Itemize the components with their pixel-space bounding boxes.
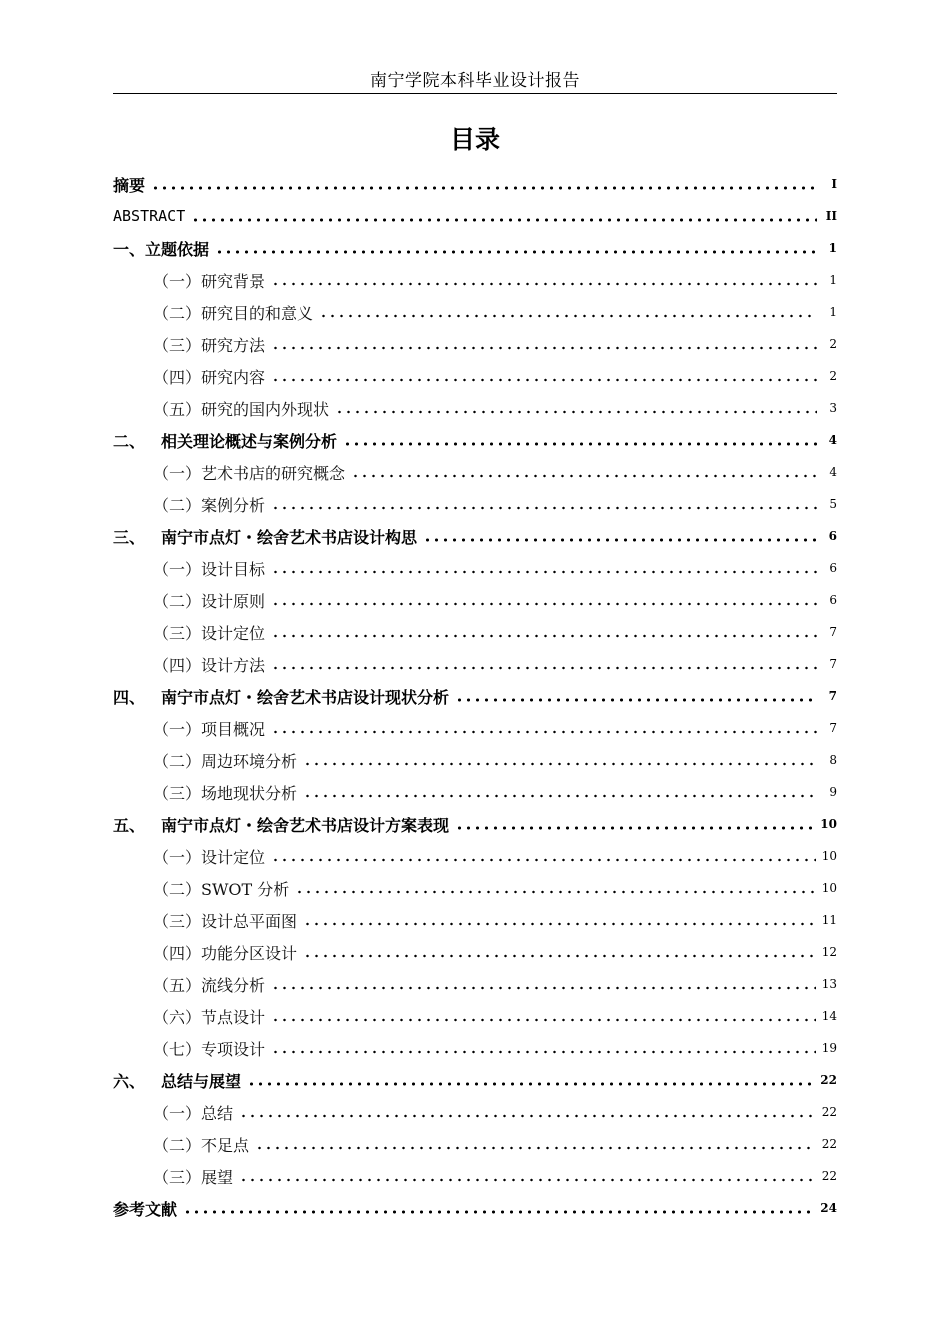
toc-entry-label — [153, 1005, 267, 1028]
toc-entry-text: （二）研究目的和意义 — [153, 303, 314, 323]
toc-entry-text: （三）设计定位 — [153, 623, 266, 643]
toc-entry-page-number: 1 — [829, 273, 837, 287]
toc-entry-number: 二、 — [113, 431, 146, 451]
toc-entry-text: （六）节点设计 — [153, 1007, 266, 1027]
dot-leader — [271, 663, 817, 673]
dot-leader — [271, 599, 817, 609]
dot-leader — [151, 183, 817, 193]
toc-entry-text: （四）研究内容 — [153, 367, 266, 387]
dot-leader — [271, 983, 816, 993]
toc-entry-text: （二）SWOT 分析 — [153, 879, 290, 899]
dot-leader — [455, 695, 817, 705]
toc-entry-text: （一）项目概况 — [153, 719, 266, 739]
toc-entry-label — [113, 207, 187, 225]
dot-leader — [303, 919, 816, 929]
toc-entry-section[interactable] — [113, 328, 837, 360]
dot-leader — [303, 759, 817, 769]
toc-entry-section[interactable] — [113, 744, 837, 776]
toc-entry-label — [113, 1069, 243, 1092]
toc-entry-text: （五）流线分析 — [153, 975, 266, 995]
toc-entry-label — [153, 909, 299, 932]
toc-entry-page-number: 6 — [829, 593, 837, 607]
toc-entry-text: （七）专项设计 — [153, 1039, 266, 1059]
toc-entry-text: （三）设计总平面图 — [153, 911, 298, 931]
toc-entry-label — [153, 301, 315, 324]
toc-entry-page-number: 2 — [829, 337, 837, 351]
toc-entry-page-number: 2 — [829, 369, 837, 383]
dot-leader — [303, 791, 817, 801]
dot-leader — [215, 247, 817, 257]
toc-entry-page-number: 4 — [828, 433, 837, 447]
toc-entry-section[interactable] — [113, 712, 837, 744]
toc-entry-label — [153, 1165, 235, 1188]
toc-entry-page-number: 10 — [820, 817, 837, 831]
dot-leader — [319, 311, 817, 321]
toc-entry-page-number: 8 — [829, 753, 837, 767]
toc-entry-page-number: 10 — [821, 849, 837, 863]
dot-leader — [271, 503, 817, 513]
toc-entry-section[interactable] — [113, 840, 837, 872]
toc-entry-number: 五、 — [113, 815, 146, 835]
toc-entry-chapter[interactable] — [113, 520, 837, 552]
toc-entry-label — [153, 781, 299, 804]
toc-entry-page-number: 6 — [829, 561, 837, 575]
toc-entry-label — [153, 269, 267, 292]
toc-entry-text: （二）设计原则 — [153, 591, 266, 611]
toc-entry-section[interactable] — [113, 648, 837, 680]
dot-leader — [271, 343, 817, 353]
toc-entry-page-number: 22 — [821, 1169, 837, 1183]
toc-entry-section[interactable] — [113, 1096, 837, 1128]
toc-entry-text: 参考文献 — [113, 1199, 178, 1219]
toc-entry-section[interactable] — [113, 1000, 837, 1032]
toc-entry-page-number: 1 — [829, 305, 837, 319]
toc-entry-label — [153, 717, 267, 740]
toc-entry-chapter[interactable] — [113, 168, 837, 200]
toc-entry-section[interactable] — [113, 360, 837, 392]
table-of-contents — [113, 168, 837, 1224]
toc-entry-page-number: 7 — [828, 689, 837, 703]
toc-entry-label — [153, 653, 267, 676]
toc-entry-chapter[interactable] — [113, 1192, 837, 1224]
dot-leader — [423, 535, 817, 545]
toc-entry-page-number: 19 — [821, 1041, 837, 1055]
running-header: 南宁学院本科毕业设计报告 — [370, 71, 580, 91]
toc-entry-text: 摘要 — [113, 175, 146, 195]
toc-entry-chapter[interactable] — [113, 424, 837, 456]
dot-leader — [271, 1015, 816, 1025]
toc-entry-chapter[interactable] — [113, 680, 837, 712]
toc-entry-label — [153, 941, 299, 964]
dot-leader — [335, 407, 817, 417]
toc-entry-label — [153, 397, 331, 420]
dot-leader — [455, 823, 814, 833]
toc-entry-section[interactable] — [113, 456, 837, 488]
dot-leader — [343, 439, 817, 449]
dot-leader — [271, 855, 816, 865]
toc-entry-page-number: 24 — [820, 1201, 837, 1215]
toc-entry-number: 六、 — [113, 1071, 146, 1091]
toc-entry-label — [113, 1197, 179, 1220]
toc-entry-text: （三）研究方法 — [153, 335, 266, 355]
dot-leader — [239, 1175, 816, 1185]
toc-entry-chapter[interactable] — [113, 232, 837, 264]
toc-entry-label — [113, 429, 339, 452]
toc-entry-label — [153, 1133, 251, 1156]
dot-leader — [255, 1143, 816, 1153]
toc-entry-chapter[interactable] — [113, 200, 837, 232]
toc-entry-text: （二）案例分析 — [153, 495, 266, 515]
toc-entry-page-number: I — [831, 177, 837, 191]
toc-entry-label — [113, 813, 451, 836]
toc-entry-page-number: 6 — [828, 529, 837, 543]
toc-entry-text: 相关理论概述与案例分析 — [161, 431, 338, 451]
toc-entry-section[interactable] — [113, 872, 837, 904]
toc-entry-chapter[interactable] — [113, 808, 837, 840]
dot-leader — [271, 631, 817, 641]
toc-entry-label — [153, 973, 267, 996]
toc-entry-page-number: 22 — [821, 1137, 837, 1151]
toc-entry-section[interactable] — [113, 264, 837, 296]
toc-entry-label — [113, 237, 211, 260]
toc-entry-label — [153, 493, 267, 516]
toc-entry-page-number: 11 — [821, 913, 837, 927]
toc-entry-page-number: 22 — [821, 1105, 837, 1119]
toc-entry-section[interactable] — [113, 1160, 837, 1192]
dot-leader — [271, 279, 817, 289]
toc-entry-label — [153, 461, 347, 484]
toc-entry-section[interactable] — [113, 552, 837, 584]
toc-entry-page-number: 1 — [828, 241, 837, 255]
toc-entry-page-number: 3 — [829, 401, 837, 415]
toc-entry-chapter[interactable] — [113, 1064, 837, 1096]
toc-entry-text: （一）艺术书店的研究概念 — [153, 463, 346, 483]
toc-entry-label — [153, 557, 267, 580]
dot-leader — [183, 1207, 814, 1217]
toc-entry-text: ABSTRACT — [113, 207, 186, 225]
dot-leader — [271, 1047, 816, 1057]
toc-entry-section[interactable] — [113, 392, 837, 424]
toc-entry-page-number: 4 — [829, 465, 837, 479]
toc-entry-page-number: 14 — [821, 1009, 837, 1023]
toc-entry-text: （一）总结 — [153, 1103, 234, 1123]
toc-entry-label — [153, 333, 267, 356]
toc-entry-text: （三）场地现状分析 — [153, 783, 298, 803]
toc-entry-section[interactable] — [113, 776, 837, 808]
toc-entry-page-number: 13 — [821, 977, 837, 991]
toc-entry-label — [153, 621, 267, 644]
toc-entry-page-number: 7 — [829, 625, 837, 639]
toc-entry-section[interactable] — [113, 1128, 837, 1160]
toc-entry-page-number: 22 — [820, 1073, 837, 1087]
toc-entry-text: （三）展望 — [153, 1167, 234, 1187]
dot-leader — [303, 951, 816, 961]
toc-entry-section[interactable] — [113, 968, 837, 1000]
toc-entry-section[interactable] — [113, 1032, 837, 1064]
toc-entry-page-number: 12 — [821, 945, 837, 959]
toc-entry-label — [153, 1037, 267, 1060]
toc-entry-label — [153, 845, 267, 868]
toc-entry-label — [113, 173, 147, 196]
toc-entry-text: 总结与展望 — [161, 1071, 242, 1091]
toc-entry-number: 四、 — [113, 687, 146, 707]
toc-entry-label — [153, 1101, 235, 1124]
toc-entry-text: （一）设计定位 — [153, 847, 266, 867]
toc-entry-page-number: II — [825, 209, 837, 223]
toc-entry-section[interactable] — [113, 616, 837, 648]
toc-entry-section[interactable] — [113, 296, 837, 328]
dot-leader — [351, 471, 817, 481]
toc-entry-section[interactable] — [113, 936, 837, 968]
toc-entry-label — [113, 685, 451, 708]
dot-leader — [239, 1111, 816, 1121]
toc-entry-page-number: 9 — [829, 785, 837, 799]
toc-entry-text: （五）研究的国内外现状 — [153, 399, 330, 419]
toc-entry-section[interactable] — [113, 584, 837, 616]
toc-entry-label — [113, 525, 419, 548]
toc-entry-label — [153, 365, 267, 388]
toc-entry-label — [153, 589, 267, 612]
toc-entry-number: 三、 — [113, 527, 146, 547]
toc-title: 目录 — [449, 125, 500, 154]
toc-entry-text: 南宁市点灯・绘舍艺术书店设计构思 — [161, 527, 418, 547]
dot-leader — [191, 215, 817, 225]
toc-entry-text: （四）功能分区设计 — [153, 943, 298, 963]
toc-entry-text: 南宁市点灯・绘舍艺术书店设计现状分析 — [161, 687, 450, 707]
toc-entry-label — [153, 877, 291, 900]
toc-entry-text: （四）设计方法 — [153, 655, 266, 675]
toc-entry-page-number: 7 — [829, 657, 837, 671]
dot-leader — [271, 727, 817, 737]
toc-entry-page-number: 7 — [829, 721, 837, 735]
header-divider — [113, 93, 837, 94]
dot-leader — [247, 1079, 814, 1089]
dot-leader — [271, 375, 817, 385]
toc-entry-label — [153, 749, 299, 772]
dot-leader — [271, 567, 817, 577]
toc-entry-page-number: 10 — [821, 881, 837, 895]
toc-entry-section[interactable] — [113, 488, 837, 520]
toc-entry-text: （一）设计目标 — [153, 559, 266, 579]
toc-entry-text: （二）不足点 — [153, 1135, 250, 1155]
dot-leader — [295, 887, 815, 897]
toc-entry-text: （二）周边环境分析 — [153, 751, 298, 771]
toc-entry-page-number: 5 — [829, 497, 837, 511]
toc-entry-text: 南宁市点灯・绘舍艺术书店设计方案表现 — [161, 815, 450, 835]
toc-entry-text: 一、立题依据 — [113, 239, 210, 259]
toc-entry-text: （一）研究背景 — [153, 271, 266, 291]
toc-entry-section[interactable] — [113, 904, 837, 936]
